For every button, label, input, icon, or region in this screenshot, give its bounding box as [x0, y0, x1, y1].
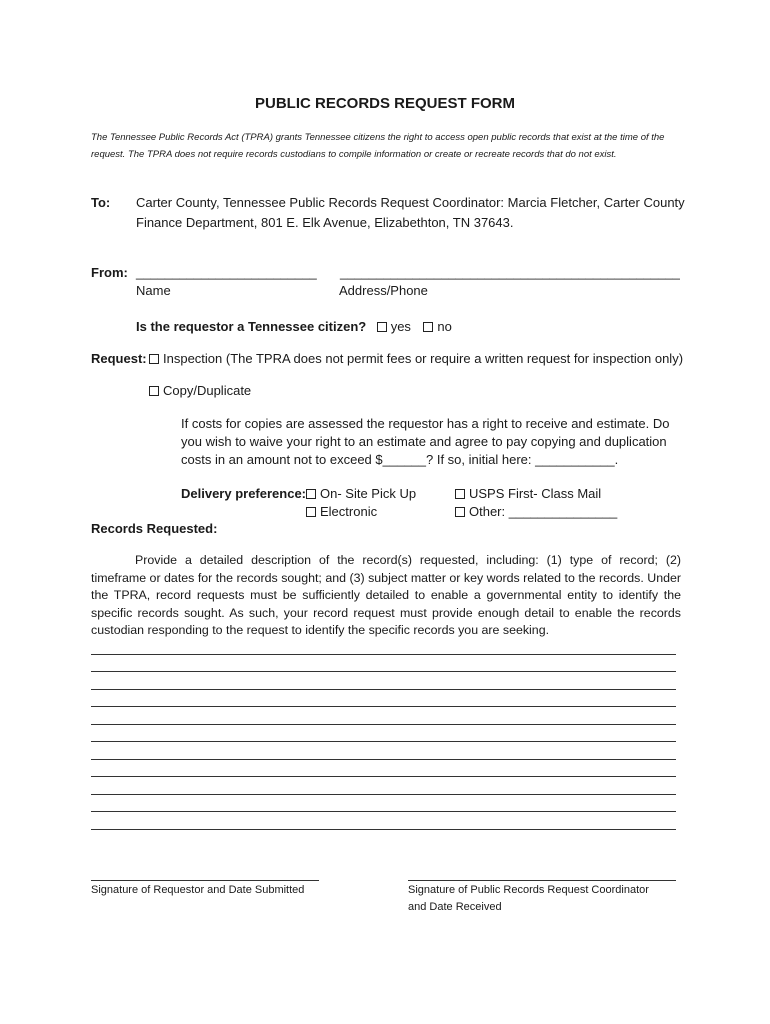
records-entry-line[interactable]: [91, 829, 676, 830]
costs-line-1: If costs for copies are assessed the requestor has a right to receive and estimate. Do: [181, 416, 670, 431]
intro-text: The Tennessee Public Records Act (TPRA) grants Tennessee citizens the right to access open public records that exist at the time of the request. The TPRA does not require records custodians to compile information or create or recreate records that do not exist.: [91, 132, 665, 160]
coordinator-signature-caption: Signature of Public Records Request Coordinator: [408, 884, 649, 896]
to-address-line1: Carter County, Tennessee Public Records Request Coordinator: Marcia Fletcher, Carter County: [136, 195, 685, 210]
from-name-field[interactable]: _________________________: [136, 265, 317, 280]
records-entry-line[interactable]: [91, 654, 676, 655]
records-entry-line[interactable]: [91, 794, 676, 795]
page-title: PUBLIC RECORDS REQUEST FORM: [254, 95, 515, 112]
checkbox-icon[interactable]: [149, 354, 159, 364]
records-entry-line[interactable]: [91, 759, 676, 760]
records-entry-line[interactable]: [91, 724, 676, 725]
requestor-signature-caption: Signature of Requestor and Date Submitted: [91, 884, 305, 896]
citizen-question-row: [136, 318, 452, 336]
records-description: Provide a detailed description of the record(s) requested, including: (1) type of record; (2) timeframe or dates for the records sought; and (3) subject matter or key words related to the records. Under the TPRA, record requests must be sufficiently detailed to enable a governmental entity to identify the specific records sought. As such, your record request must provide enough detail to enable the records custodian responding to the request to identify the specific records you are seeking.: [91, 553, 681, 638]
citizen-yes-option[interactable]: yes: [377, 319, 411, 334]
checkbox-icon[interactable]: [377, 322, 387, 332]
checkbox-icon[interactable]: [455, 489, 465, 499]
records-entry-line[interactable]: [91, 671, 676, 672]
delivery-label: Delivery preference:: [181, 486, 307, 501]
citizen-no-option[interactable]: no: [423, 319, 451, 334]
to-address-line2: Finance Department, 801 E. Elk Avenue, Elizabethton, TN 37643.: [136, 215, 514, 230]
checkbox-icon[interactable]: [149, 386, 159, 396]
costs-line-2: you wish to waive your right to an estimate and agree to pay copying and duplication: [181, 434, 667, 449]
records-entry-line[interactable]: [91, 741, 676, 742]
delivery-onsite-option[interactable]: On- Site Pick Up: [306, 486, 416, 501]
checkbox-icon[interactable]: [423, 322, 433, 332]
records-entry-line[interactable]: [91, 811, 676, 812]
delivery-electronic-option[interactable]: Electronic: [306, 504, 377, 519]
copy-option[interactable]: Copy/Duplicate: [149, 383, 251, 398]
records-entry-line[interactable]: [91, 776, 676, 777]
checkbox-icon[interactable]: [455, 507, 465, 517]
delivery-usps-option[interactable]: USPS First- Class Mail: [455, 486, 601, 501]
costs-line-3[interactable]: costs in an amount not to exceed $______? If so, initial here: ___________.: [181, 452, 619, 467]
to-label: To:: [91, 195, 111, 210]
checkbox-icon[interactable]: [306, 489, 316, 499]
from-address-caption: Address/Phone: [339, 283, 428, 298]
delivery-other-option[interactable]: Other: _______________: [455, 504, 617, 519]
records-requested-label: Records Requested:: [91, 521, 218, 536]
request-label: Request:: [91, 351, 147, 366]
inspection-option[interactable]: Inspection (The TPRA does not permit fees or require a written request for inspection only): [149, 351, 683, 366]
records-entry-line[interactable]: [91, 689, 676, 690]
citizen-question: Is the requestor a Tennessee citizen?: [136, 319, 367, 334]
from-label: From:: [91, 265, 128, 280]
from-address-field[interactable]: _______________________________________________: [340, 265, 680, 280]
records-entry-line[interactable]: [91, 706, 676, 707]
coordinator-signature-line[interactable]: [408, 880, 676, 881]
checkbox-icon[interactable]: [306, 507, 316, 517]
coordinator-date-caption: and Date Received: [408, 901, 502, 913]
from-name-caption: Name: [136, 283, 171, 298]
requestor-signature-line[interactable]: [91, 880, 319, 881]
